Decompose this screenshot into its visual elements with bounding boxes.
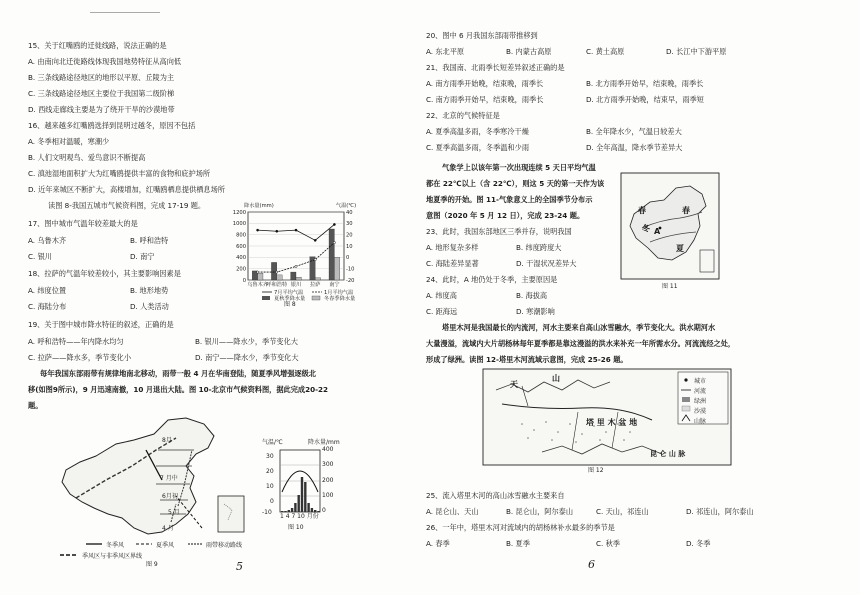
q24-stem: 24、此时，A 地仍处于冬季，主要原因是 [426, 275, 558, 284]
fig8-point-january [295, 265, 297, 267]
figure-9 [36, 410, 256, 570]
fig8-category-label: 呼和浩特 [266, 282, 288, 288]
fig8-point-january [276, 271, 278, 273]
q21-option-c: C. 南方雨季开始早，结束晚，雨季长 [426, 95, 544, 104]
q18-option-a: A. 纬度位置 [28, 286, 67, 295]
fig8-legend-winter: 冬春季降水量 [324, 296, 356, 302]
legend-oasis-icon [682, 397, 690, 402]
fig8-left-tick: 1200 [232, 209, 246, 216]
intro-25-26-line1: 塔里木河是我国最长的内流河，河水主要来自高山冰雪融水，季节变化大。洪水期河水 [442, 323, 716, 332]
fig11-caption: 图 11 [662, 283, 678, 290]
q22-option-b: B. 全年降水少，气温日较差大 [586, 127, 682, 136]
q18-option-d: D. 人类活动 [130, 302, 169, 311]
intro-23-24-line4: 意图（2020 年 5 月 12 日），完成 23-24 题。 [426, 211, 585, 220]
fig8-point-january [314, 259, 316, 261]
fig8-left-tick: 600 [236, 243, 246, 250]
fig10-caption: 图 10 [288, 524, 304, 531]
q16-option-b: B. 人们文明观鸟、爱鸟意识不断提高 [28, 153, 146, 162]
fig9-label-7: 7 月中 [160, 475, 178, 482]
fig8-point-july [333, 223, 335, 225]
fig8-bar-summer [329, 229, 334, 280]
fig8-left-tick: 400 [236, 255, 246, 262]
fig8-right-tick: 20 [346, 232, 353, 239]
q17-option-a: A. 乌鲁木齐 [28, 236, 67, 245]
fig12-label-tarim: 塔 里 木 盆 地 [586, 418, 638, 427]
fig8-category-label: 银川 [290, 282, 302, 288]
q24-option-a: A. 纬度高 [426, 291, 457, 300]
fig8-point-july [276, 230, 278, 232]
q21-stem: 21、我国南、北雨季长短差异叙述正确的是 [426, 63, 565, 72]
left-page [0, 0, 420, 595]
q21-option-b: B. 北方雨季开始早，结束晚，雨季长 [586, 79, 704, 88]
fig10-temp-tick: -10 [262, 509, 272, 516]
fig11-label-dong: 冬 [642, 224, 650, 233]
intro-17-19: 读图 8-我国五城市气候资料图，完成 17-19 题。 [48, 201, 206, 210]
q22-stem: 22、北京的气候特征是 [426, 111, 500, 120]
fig8-left-tick: 200 [236, 266, 246, 273]
q19-option-c: C. 拉萨——降水多，季节变化小 [28, 353, 132, 362]
fig11-label-chun-east: 春 [682, 206, 690, 215]
fig8-point-july [314, 239, 316, 241]
south-china-sea-inset [700, 250, 714, 272]
figure-12 [482, 368, 732, 478]
q22-option-c: C. 夏季高温多雨，冬季温和少雨 [426, 143, 530, 152]
fig9-legend-summer: 夏季风 [156, 542, 175, 549]
fig9-legend-rainbelt: 雨带移动路线 [206, 542, 243, 549]
page-number-6: 6 [588, 558, 595, 571]
q26-option-a: A. 春季 [426, 539, 450, 548]
q20-stem: 20、图中 6 月我国东部雨带推移到 [426, 31, 538, 40]
q23-option-b: B. 纬度跨度大 [516, 243, 562, 252]
q15-option-d: D. 西线走廊线主要是为了绕开干旱的沙漠地带 [28, 105, 175, 114]
figure-10 [262, 440, 342, 540]
q26-option-d: D. 冬季 [686, 539, 711, 548]
q16-option-c: C. 滇池湿地面积扩大为红嘴鸥提供丰富的食物和庇护场所 [28, 169, 211, 178]
fig9-legend-boundary: 季风区与非季风区界线 [82, 553, 143, 560]
intro-20-22-line1: 每年我国东部雨带有规律地南北移动，雨带一般 4 月在华南登陆，随夏季风增强逐级北 [40, 369, 316, 378]
fig8-bar-winter [315, 278, 320, 280]
fig8-category-label: 南宁 [329, 282, 340, 288]
q23-option-c: C. 海陆差异显著 [426, 259, 479, 268]
fig12-legend-desert: 沙漠 [694, 408, 707, 415]
fig8-point-january [257, 271, 259, 273]
q17-stem: 17、图中城市气温年较差最大的是 [28, 219, 138, 228]
q25-option-d: D. 祁连山，阿尔泰山 [686, 507, 754, 516]
fig10-temp-tick: 20 [266, 468, 274, 475]
fig9-label-6: 6月初 [162, 493, 178, 500]
q18-option-b: B. 地形地势 [130, 286, 169, 295]
intro-23-24-line2: 都在 22℃以上（含 22℃），则这 5 天的第一天作为该 [426, 179, 605, 188]
fig8-right-axis-title: 气温(℃) [335, 203, 357, 209]
fig10-temp-tick: 10 [266, 483, 274, 490]
q18-stem: 18、拉萨的气温年较差较小，其主要影响因素是 [28, 269, 181, 278]
q19-option-d: D. 南宁——降水少，季节变化大 [195, 353, 299, 362]
fig8-right-tick: 40 [346, 209, 353, 216]
fig11-label-a: A [654, 227, 661, 236]
fig9-label-4: 4 月 [162, 525, 174, 532]
q19-option-b: B. 银川——降水少，季节变化大 [195, 337, 298, 346]
intro-20-22-line3: 题。 [28, 401, 43, 410]
q20-option-c: C. 黄土高原 [586, 47, 625, 56]
q25-option-c: C. 天山，祁连山 [596, 507, 649, 516]
fig8-category-label: 乌鲁木齐 [247, 282, 268, 288]
intro-23-24-line3: 地夏季的开始。图 11-气象意义上的全国季节分布示 [426, 195, 593, 204]
q25-option-b: B. 昆仑山，阿尔泰山 [506, 507, 574, 516]
fig8-caption: 图 8 [284, 301, 296, 308]
fig8-right-tick: 0 [346, 255, 350, 262]
q15-option-a: A. 由南向北迁徙路线体现我国地势特征从高向低 [28, 57, 182, 66]
q23-option-d: D. 干湿状况差异大 [516, 259, 577, 268]
q19-stem: 19、关于图中城市降水特征的叙述，正确的是 [28, 320, 174, 329]
fig12-label-tian: 天 [510, 380, 518, 389]
intro-25-26-line2: 大量漫溢，流域内大片胡杨林每年夏季都是靠这漫溢的洪水来补充一年所需水分。河流流经之处， [426, 339, 736, 348]
fig11-label-xia: 夏 [676, 244, 684, 253]
fig8-point-july [257, 229, 259, 231]
q22-option-a: A. 夏季高温多雨，冬季寒冷干燥 [426, 127, 529, 136]
fig10-temp-tick: 30 [266, 453, 274, 460]
fig8-chart [222, 198, 372, 314]
right-page [420, 0, 860, 595]
q23-option-a: A. 地形复杂多样 [426, 243, 479, 252]
q23-stem: 23、此时，我国东部地区三季并存，说明我国 [426, 227, 572, 236]
fig9-legend-winter: 冬季风 [106, 542, 125, 549]
q22-option-d: D. 全年高温，降水季节差异大 [586, 143, 683, 152]
fig10-precip-tick: 100 [322, 492, 334, 499]
fig8-legend-summer: 夏秋季降水量 [274, 296, 306, 302]
q16-stem: 16、越来越多红嘴鸥选择到昆明过越冬，原因不包括 [28, 121, 196, 130]
q21-option-a: A. 南方雨季开始晚，结束晚，雨季长 [426, 79, 544, 88]
fig8-right-tick: -20 [346, 277, 355, 284]
fig11-label-chun-west: 春 [638, 206, 646, 215]
fig12-caption: 图 12 [588, 467, 604, 474]
fig12-legend-river: 河流 [694, 388, 707, 395]
fig8-bar-winter [334, 257, 339, 280]
q25-stem: 25、流入塔里木河的高山冰雪融水主要来自 [426, 491, 565, 500]
fig8-left-axis-title: 降水量(mm) [244, 203, 274, 209]
fig12-legend-mountain: 山脉 [694, 418, 707, 425]
fig8-left-tick: 1000 [232, 221, 246, 228]
fig8-legend-winter-icon [312, 296, 320, 300]
fig10-precip-tick: 200 [322, 477, 334, 484]
q26-option-c: C. 秋季 [596, 539, 620, 548]
q24-option-b: B. 海拔高 [516, 291, 548, 300]
q20-option-d: D. 长江中下游平原 [666, 47, 727, 56]
fig12-label-kunlun: 昆 仑 山 脉 [650, 450, 686, 458]
intro-25-26-line3: 形成了绿洲。读图 12-塔里木河流域示意图，完成 25-26 题。 [426, 355, 628, 364]
legend-city-icon [684, 378, 687, 381]
q15-stem: 15、关于红嘴鸥的迁徙线路，说法正确的是 [28, 41, 167, 50]
fig8-right-tick: -10 [346, 266, 355, 273]
fig10-temp-title: 气温/℃ [262, 439, 283, 446]
fig12-legend-city: 城市 [694, 378, 707, 385]
fig8-bar-summer [291, 272, 296, 280]
fig10-x-label: 1 4 7 10 月份 [280, 513, 319, 520]
q17-option-c: C. 银川 [28, 252, 52, 261]
fig9-caption: 图 9 [146, 561, 158, 568]
q19-option-a: A. 呼和浩特——年内降水均匀 [28, 337, 124, 346]
intro-23-24-line1: 气象学上以该年第一次出现连续 5 天日平均气温 [442, 163, 596, 172]
fig8-right-tick: 30 [346, 221, 353, 228]
q17-option-b: B. 呼和浩特 [130, 236, 169, 245]
legend-desert-icon [682, 406, 690, 411]
fig8-point-july [295, 229, 297, 231]
south-china-sea-inset [218, 496, 244, 532]
fig12-label-shan: 山 [552, 374, 560, 383]
fig10-temp-tick: 0 [270, 498, 274, 505]
q21-option-d: D. 北方雨季开始晚，结束早，雨季短 [586, 95, 704, 104]
fig8-left-tick: 800 [236, 232, 246, 239]
fig12-legend-oasis: 绿洲 [694, 398, 707, 405]
q25-option-a: A. 昆仑山、天山 [426, 507, 479, 516]
figure-8 [222, 198, 372, 314]
fig10-precip-tick: 400 [322, 446, 334, 453]
figure-11 [620, 172, 720, 296]
fig8-legend-summer-icon [262, 296, 270, 300]
q20-option-b: B. 内蒙古高原 [506, 47, 552, 56]
q17-option-d: D. 南宁 [130, 252, 155, 261]
fig10-precip-tick: 0 [322, 507, 326, 514]
fig8-bar-winter [258, 273, 263, 280]
q24-option-c: C. 距海远 [426, 307, 458, 316]
q15-option-b: B. 三条线路途径地区的地形以平原、丘陵为主 [28, 73, 175, 82]
q26-option-b: B. 夏季 [506, 539, 530, 548]
fig8-bar-winter [296, 277, 301, 280]
q15-option-c: C. 三条线路途径地区主要位于我国第二级阶梯 [28, 89, 175, 98]
intro-20-22-line2: 移(如图9所示)，9 月迅速南撤，10 月退出大陆。图 10-北京市气候资料图，据此完成20-22 [28, 385, 329, 394]
fig8-right-tick: 10 [346, 243, 353, 250]
q16-option-a: A. 冬季相对温暖，寒潮少 [28, 137, 110, 146]
q26-stem: 26、一年中，塔里木河对流域内的胡杨林补水最多的季节是 [426, 523, 615, 532]
fig8-line-july [258, 224, 335, 240]
fig8-category-label: 拉萨 [310, 282, 321, 288]
q16-option-d: D. 近年来城区不断扩大，高楼增加，红嘴鸥栖息提供栖息场所 [28, 185, 225, 194]
fig9-label-8: 8月 [162, 437, 172, 444]
fig10-precip-title: 降水量/mm [308, 439, 340, 446]
fig8-point-january [333, 242, 335, 244]
fig8-left-tick: 0 [242, 277, 246, 284]
fig9-label-5: 5 月 [168, 509, 180, 516]
page-number-5: 5 [236, 560, 243, 573]
fig8-legend-january: 1月平均气温 [324, 290, 354, 296]
fig10-precip-tick: 300 [322, 461, 334, 468]
fig8-bar-winter [277, 275, 282, 280]
q18-option-c: C. 海陆分布 [28, 302, 67, 311]
q20-option-a: A. 东北平原 [426, 47, 465, 56]
fig8-legend-july: 7月平均气温 [274, 290, 304, 296]
fig11-map [620, 172, 720, 282]
q24-option-d: D. 寒潮影响 [516, 307, 555, 316]
china-outline [62, 418, 214, 534]
fig10-temp-curve [282, 471, 318, 492]
header-rule [90, 12, 160, 13]
